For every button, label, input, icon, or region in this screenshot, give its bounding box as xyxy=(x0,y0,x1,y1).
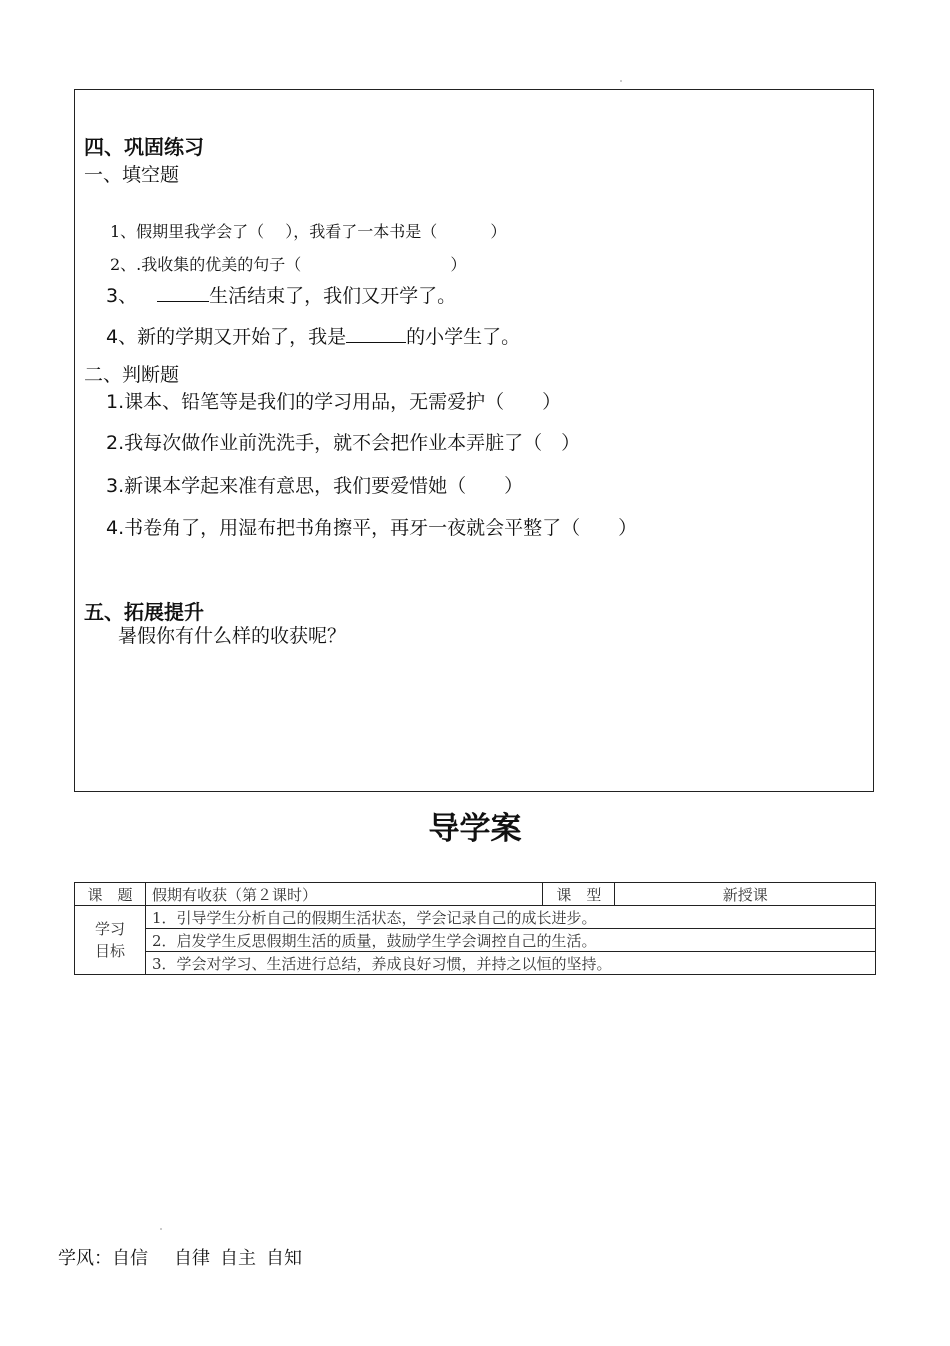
answer-blank[interactable] xyxy=(157,283,209,302)
table-row xyxy=(75,952,876,975)
study-motto xyxy=(58,1244,312,1270)
type-label: 课 型 xyxy=(543,883,615,906)
fill-blank-q4 xyxy=(106,324,520,347)
motto-value: 自知 xyxy=(266,1248,302,1269)
topic-value: 假期有收获（第２课时） xyxy=(145,883,543,906)
table-row xyxy=(75,883,876,906)
table-row xyxy=(75,906,876,929)
fill-blank-q4-after: 的小学生了。 xyxy=(406,326,521,348)
lesson-info-table xyxy=(74,882,876,975)
goals-label-line1: 学习 xyxy=(94,920,125,938)
goal-item: 2．启发学生反思假期生活的质量，鼓励学生学会调控自己的生活。 xyxy=(145,929,875,952)
fill-blank-heading: 一、填空题 xyxy=(84,164,180,186)
fill-blank-q3-number: 3、 xyxy=(106,285,138,307)
document-title: 导学案 xyxy=(428,811,522,847)
goals-label-line2: 目标 xyxy=(94,942,125,960)
true-false-heading: 二、判断题 xyxy=(84,364,180,386)
fill-blank-q3 xyxy=(106,283,456,306)
motto-value: 自主 xyxy=(220,1248,256,1269)
table-row xyxy=(75,929,876,952)
fill-blank-q4-before: 4、新的学期又开始了，我是 xyxy=(106,326,347,348)
motto-value: 自律 xyxy=(174,1248,210,1269)
answer-blank[interactable] xyxy=(346,324,406,343)
goals-label xyxy=(75,906,146,975)
true-false-q3: 3.新课本学起来准有意思，我们要爱惜她（ ） xyxy=(106,475,524,497)
fill-blank-q1: 1、假期里我学会了（ ），我看了一本书是（ ） xyxy=(110,222,507,241)
motto-label: 学风： xyxy=(58,1248,112,1269)
true-false-q4: 4.书卷角了，用湿布把书角擦平，再牙一夜就会平整了（ ） xyxy=(106,517,638,539)
topic-label: 课 题 xyxy=(75,883,146,906)
fill-blank-q2: 2、.我收集的优美的句子（ ） xyxy=(110,255,467,274)
scan-speck xyxy=(160,1228,162,1230)
type-value: 新授课 xyxy=(615,883,876,906)
goal-item: 1．引导学生分析自己的假期生活状态，学会记录自己的成长进步。 xyxy=(145,906,875,929)
section5-question: 暑假你有什么样的收获呢？ xyxy=(118,625,347,647)
true-false-q1: 1.课本、铅笔等是我们的学习用品，无需爱护（ ） xyxy=(106,391,562,413)
fill-blank-q3-text: 生活结束了，我们又开学了。 xyxy=(209,285,457,307)
section4-heading: 四、巩固练习 xyxy=(84,135,204,159)
motto-value: 自信 xyxy=(112,1248,148,1269)
section5-heading: 五、拓展提升 xyxy=(84,600,204,624)
true-false-q2: 2.我每次做作业前洗洗手，就不会把作业本弄脏了（ ） xyxy=(106,432,581,454)
scan-speck xyxy=(620,80,622,82)
goal-item: 3．学会对学习、生活进行总结，养成良好习惯，并持之以恒的坚持。 xyxy=(145,952,875,975)
